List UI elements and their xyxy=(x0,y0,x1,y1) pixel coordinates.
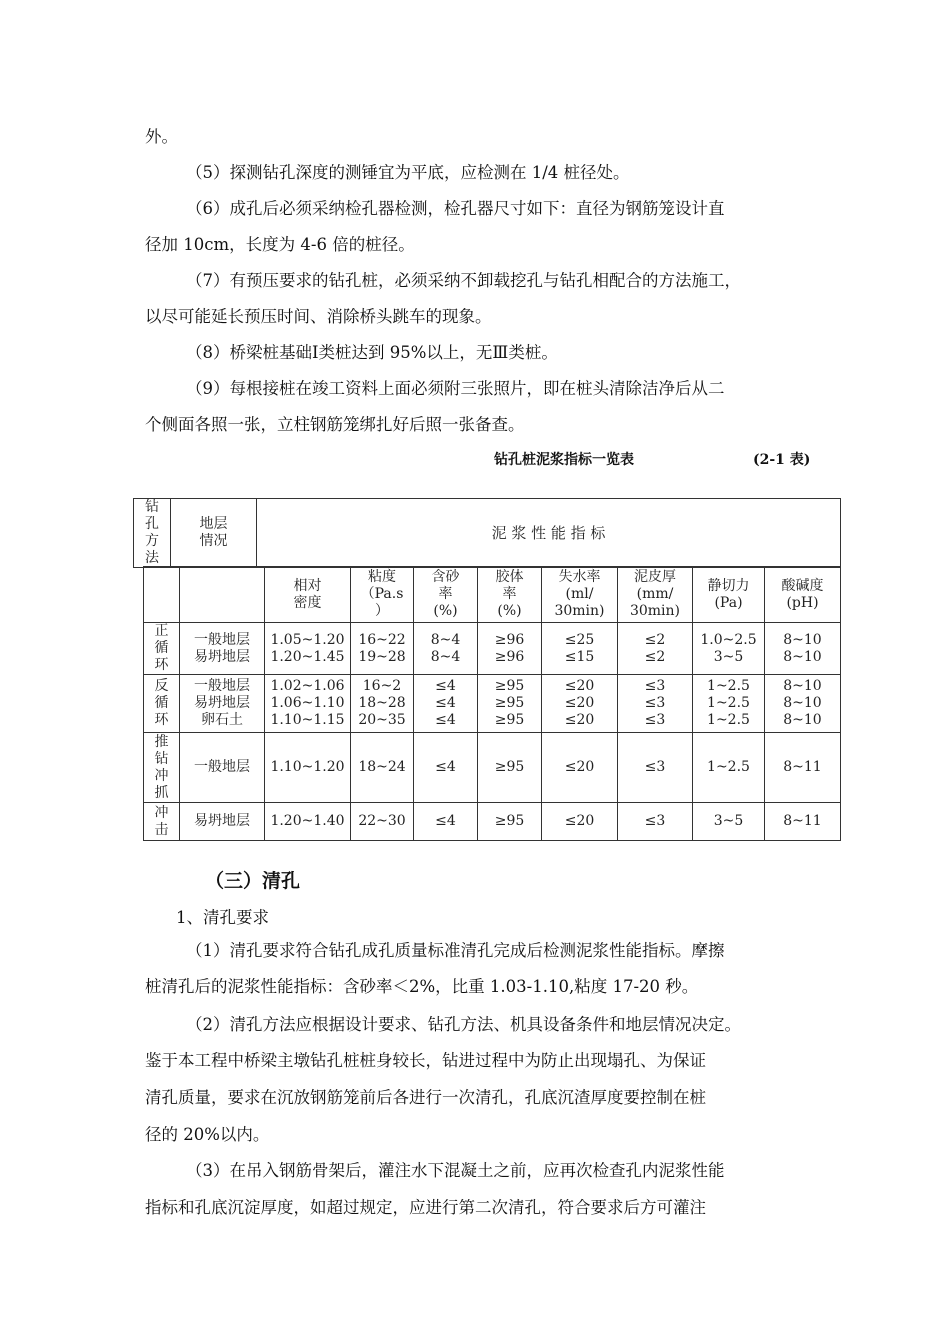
table-cell: ≤4 xyxy=(414,733,478,803)
header-method: 钻孔方法 xyxy=(134,499,171,568)
column-header: 酸碱度 (pH) xyxy=(765,567,841,623)
row-strata: 一般地层 易坍地层 卵石土 xyxy=(180,675,265,733)
row-method: 冲击 xyxy=(144,803,180,841)
table-row xyxy=(144,803,841,841)
table-cell: ≥96 ≥96 xyxy=(478,623,542,675)
paragraph-line: （6）成孔后必须采纳检孔器检测，检孔器尺寸如下：直径为钢筋笼设计直 xyxy=(186,199,725,218)
row-strata: 一般地层 易坍地层 xyxy=(180,623,265,675)
table-cell: 8~10 8~10 xyxy=(765,623,841,675)
table-cell: ≤3 ≤3 ≤3 xyxy=(618,675,693,733)
paragraph-line: 以尽可能延长预压时间、消除桥头跳车的现象。 xyxy=(145,307,492,326)
paragraph-line: （9）每根接桩在竣工资料上面必须附三张照片，即在桩头清除洁净后从二 xyxy=(186,379,725,398)
table-cell: ≤2 ≤2 xyxy=(618,623,693,675)
paragraph-line: （2）清孔方法应根据设计要求、钻孔方法、机具设备条件和地层情况决定。 xyxy=(186,1015,741,1034)
table-number: (2-1 表) xyxy=(753,452,811,468)
row-strata: 易坍地层 xyxy=(180,803,265,841)
paragraph-line: （1）清孔要求符合钻孔成孔质量标准清孔完成后检测泥浆性能指标。摩擦 xyxy=(186,941,725,960)
table-cell: ≥95 ≥95 ≥95 xyxy=(478,675,542,733)
table-cell: 8~11 xyxy=(765,803,841,841)
table-cell: 1.02~1.06 1.06~1.10 1.10~1.15 xyxy=(265,675,351,733)
mud-index-table xyxy=(143,566,841,841)
table-cell: 1~2.5 xyxy=(693,733,765,803)
row-method: 反循环 xyxy=(144,675,180,733)
row-method: 推钻冲抓 xyxy=(144,733,180,803)
column-header: 泥皮厚 (mm/ 30min) xyxy=(618,567,693,623)
table-header-block xyxy=(133,498,841,568)
table-row xyxy=(144,623,841,675)
paragraph-line: 外。 xyxy=(145,127,178,146)
paragraph-line: 个侧面各照一张，立柱钢筋笼绑扎好后照一张备查。 xyxy=(145,415,525,434)
table-cell: 22~30 xyxy=(351,803,414,841)
table-cell: 8~11 xyxy=(765,733,841,803)
paragraph-line: （5）探测钻孔深度的测锤宜为平底，应检测在 1/4 桩径处。 xyxy=(186,163,630,182)
table-cell: 16~2 18~28 20~35 xyxy=(351,675,414,733)
table-cell: ≤20 xyxy=(542,803,618,841)
table-cell: 1.0~2.5 3~5 xyxy=(693,623,765,675)
table-cell: 1.05~1.20 1.20~1.45 xyxy=(265,623,351,675)
paragraph-line: 桩清孔后的泥浆性能指标：含砂率＜2%，比重 1.03-1.10,粘度 17-20 秒。 xyxy=(145,977,699,996)
paragraph-line: （7）有预压要求的钻孔桩，必须采纳不卸载挖孔与钻孔相配合的方法施工， xyxy=(186,271,741,290)
column-header: 粘度 （Pa.s ） xyxy=(351,567,414,623)
paragraph-line: （3）在吊入钢筋骨架后，灌注水下混凝土之前，应再次检查孔内泥浆性能 xyxy=(186,1161,725,1180)
paragraph-line: （8）桥梁桩基础Ⅰ类桩达到 95%以上，无Ⅲ类桩。 xyxy=(186,343,558,362)
section-heading: （三）清孔 xyxy=(205,870,301,892)
table-cell: ≤4 xyxy=(414,803,478,841)
table-cell: ≤20 xyxy=(542,733,618,803)
header-group: 泥 浆 性 能 指 标 xyxy=(257,499,841,568)
paragraph-line: 径的 20%以内。 xyxy=(145,1125,270,1144)
section-subheading: 1、清孔要求 xyxy=(176,908,269,927)
table-row xyxy=(144,675,841,733)
table-cell: ≤3 xyxy=(618,733,693,803)
table-cell: ≥95 xyxy=(478,803,542,841)
table-cell: 3~5 xyxy=(693,803,765,841)
header-strata: 地层情况 xyxy=(171,499,257,568)
table-cell: ≤3 xyxy=(618,803,693,841)
paragraph-line: 清孔质量，要求在沉放钢筋笼前后各进行一次清孔，孔底沉渣厚度要控制在桩 xyxy=(145,1088,706,1107)
table-cell: 8~4 8~4 xyxy=(414,623,478,675)
paragraph-line: 径加 10cm，长度为 4-6 倍的桩径。 xyxy=(145,235,415,254)
column-header: 胶体 率 (%) xyxy=(478,567,542,623)
table-cell: 1.20~1.40 xyxy=(265,803,351,841)
column-header: 失水率 (ml/ 30min) xyxy=(542,567,618,623)
table-caption: 钻孔桩泥浆指标一览表 xyxy=(494,452,634,468)
table-cell: ≤4 ≤4 ≤4 xyxy=(414,675,478,733)
table-cell: 8~10 8~10 8~10 xyxy=(765,675,841,733)
row-strata: 一般地层 xyxy=(180,733,265,803)
table-cell: ≤20 ≤20 ≤20 xyxy=(542,675,618,733)
table-cell: 1~2.5 1~2.5 1~2.5 xyxy=(693,675,765,733)
table-cell: 18~24 xyxy=(351,733,414,803)
paragraph-line: 指标和孔底沉淀厚度，如超过规定，应进行第二次清孔，符合要求后方可灌注 xyxy=(145,1198,706,1217)
column-header: 相对 密度 xyxy=(265,567,351,623)
paragraph-line: 鉴于本工程中桥梁主墩钻孔桩桩身较长，钻进过程中为防止出现塌孔、为保证 xyxy=(145,1051,706,1070)
table-row xyxy=(144,733,841,803)
row-method: 正循环 xyxy=(144,623,180,675)
table-cell: ≥95 xyxy=(478,733,542,803)
table-cell: 16~22 19~28 xyxy=(351,623,414,675)
table-cell: 1.10~1.20 xyxy=(265,733,351,803)
column-header: 含砂 率 (%) xyxy=(414,567,478,623)
column-header: 静切力 (Pa) xyxy=(693,567,765,623)
table-cell: ≤25 ≤15 xyxy=(542,623,618,675)
table-header-row xyxy=(144,567,841,623)
